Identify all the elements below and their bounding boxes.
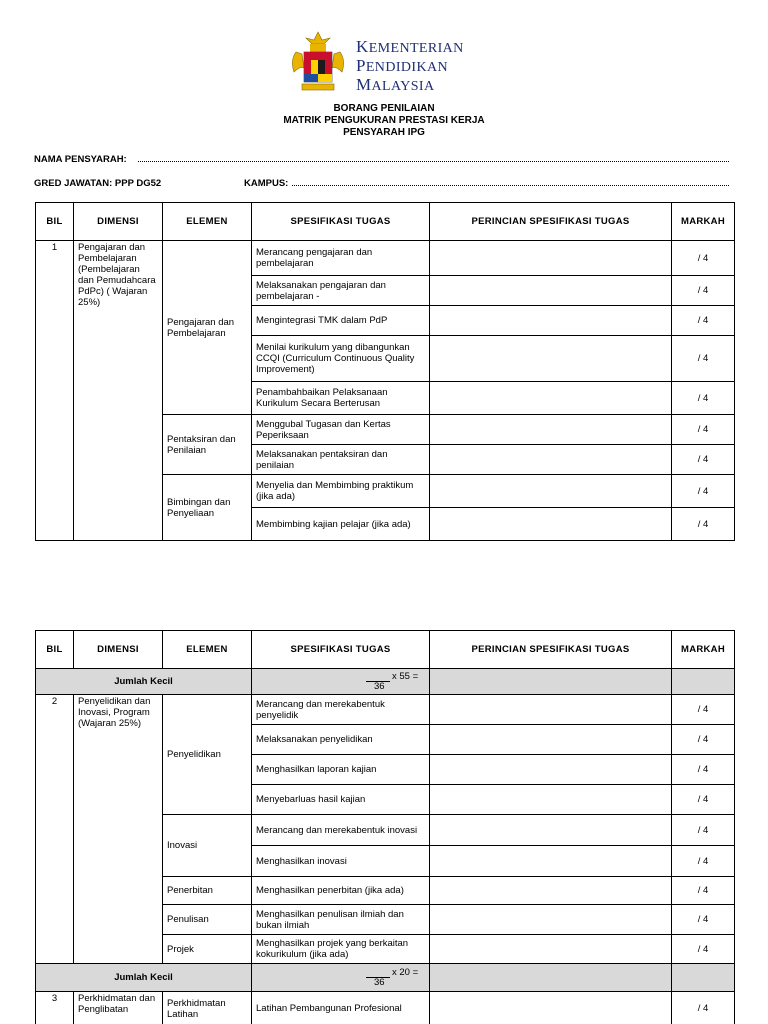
dimensi-cell: Perkhidmatan dan Penglibatan: [74, 992, 163, 1024]
ministry-line3-initial: M: [356, 75, 372, 94]
elemen-cell: Projek: [163, 935, 252, 964]
form-subtitle-2: PENSYARAH IPG: [343, 127, 425, 138]
col-markah: MARKAH: [672, 203, 735, 241]
detail-input-cell[interactable]: [430, 935, 672, 964]
mark-cell[interactable]: / 4: [672, 415, 735, 445]
elemen-cell: Pengajaran dan Pembelajaran: [163, 241, 252, 415]
task-cell: Mengintegrasi TMK dalam PdP: [252, 306, 430, 336]
task-cell: Merancang dan merekabentuk inovasi: [252, 815, 430, 846]
task-cell: Menghasilkan inovasi: [252, 846, 430, 877]
col-dimensi: DIMENSI: [74, 203, 163, 241]
col-perincian: PERINCIAN SPESIFIKASI TUGAS: [430, 203, 672, 241]
detail-input-cell[interactable]: [430, 276, 672, 306]
task-cell: Menghasilkan penulisan ilmiah dan bukan ilmiah: [252, 905, 430, 935]
subtotal-label: Jumlah Kecil: [36, 669, 252, 695]
ministry-line1-initial: K: [356, 37, 369, 56]
task-cell: Merancang pengajaran dan pembelajaran: [252, 241, 430, 276]
ministry-line2-initial: P: [356, 56, 366, 75]
mark-cell[interactable]: / 4: [672, 785, 735, 815]
mark-cell[interactable]: / 4: [672, 445, 735, 475]
ministry-name: [356, 38, 464, 95]
elemen-cell: Bimbingan dan Penyeliaan: [163, 475, 252, 541]
mark-cell[interactable]: / 4: [672, 877, 735, 905]
subtotal-detail-cell: [430, 964, 672, 992]
subtotal-fraction: [366, 968, 418, 988]
task-cell: Melaksanakan pentaksiran dan penilaian: [252, 445, 430, 475]
dimensi-cell: Penyelidikan dan Inovasi, Program (Wajaran 25%): [74, 695, 163, 964]
mark-cell[interactable]: / 4: [672, 846, 735, 877]
subtotal-fraction: [366, 672, 418, 692]
form-title: BORANG PENILAIAN: [333, 103, 435, 114]
subtotal-detail-cell: [430, 669, 672, 695]
assessment-table-2: [35, 630, 735, 1024]
mark-cell[interactable]: / 4: [672, 695, 735, 725]
table-row: [36, 241, 735, 276]
elemen-cell: Pentaksiran dan Penilaian: [163, 415, 252, 475]
mark-cell[interactable]: / 4: [672, 992, 735, 1024]
task-cell: Merancang dan merekabentuk penyelidik: [252, 695, 430, 725]
subtotal-denominator: 36: [374, 976, 385, 988]
elemen-cell: Penyelidikan: [163, 695, 252, 815]
task-cell: Menghasilkan penerbitan (jika ada): [252, 877, 430, 905]
detail-input-cell[interactable]: [430, 336, 672, 382]
task-cell: Menghasilkan projek yang berkaitan kokurikulum (jika ada): [252, 935, 430, 964]
subtotal-multiplier: x 20 =: [392, 966, 419, 978]
grade-label: GRED JAWATAN: PPP DG52: [34, 178, 162, 189]
name-label: NAMA PENSYARAH:: [34, 154, 127, 165]
ministry-line3: ALAYSIA: [371, 79, 435, 94]
table-row: [36, 992, 735, 1024]
mark-cell[interactable]: / 4: [672, 382, 735, 415]
subtotal-mark-cell[interactable]: [672, 964, 735, 992]
mark-cell[interactable]: / 4: [672, 935, 735, 964]
detail-input-cell[interactable]: [430, 241, 672, 276]
name-dotted-line: [138, 161, 729, 162]
subtotal-formula[interactable]: [252, 669, 430, 695]
table-row: [36, 695, 735, 725]
bil-cell: 2: [36, 695, 74, 964]
task-cell: Melaksanakan pengajaran dan pembelajaran -: [252, 276, 430, 306]
detail-input-cell[interactable]: [430, 992, 672, 1024]
bil-cell: 1: [36, 241, 74, 541]
elemen-cell: Inovasi: [163, 815, 252, 877]
subtotal-multiplier: x 55 =: [392, 670, 419, 682]
task-cell: Melaksanakan penyelidikan: [252, 725, 430, 755]
assessment-table-1: [35, 202, 735, 541]
task-cell: Penambahbaikan Pelaksanaan Kurikulum Secara Berterusan: [252, 382, 430, 415]
mark-cell[interactable]: / 4: [672, 815, 735, 846]
detail-input-cell[interactable]: [430, 755, 672, 785]
col-spesifikasi: SPESIFIKASI TUGAS: [252, 203, 430, 241]
detail-input-cell[interactable]: [430, 905, 672, 935]
detail-input-cell[interactable]: [430, 306, 672, 336]
col-perincian: PERINCIAN SPESIFIKASI TUGAS: [430, 631, 672, 669]
bil-cell: 3: [36, 992, 74, 1024]
col-dimensi: DIMENSI: [74, 631, 163, 669]
ministry-line1: EMENTERIAN: [368, 41, 464, 56]
ministry-line2: ENDIDIKAN: [365, 60, 448, 75]
table-header-row: [36, 203, 735, 241]
mark-cell[interactable]: / 4: [672, 755, 735, 785]
subtotal-row: [36, 669, 735, 695]
campus-field[interactable]: [244, 178, 729, 189]
task-cell: Menyebarluas hasil kajian: [252, 785, 430, 815]
col-markah: MARKAH: [672, 631, 735, 669]
task-cell: Membimbing kajian pelajar (jika ada): [252, 508, 430, 541]
detail-input-cell[interactable]: [430, 725, 672, 755]
detail-input-cell[interactable]: [430, 846, 672, 877]
table-header-row: [36, 631, 735, 669]
col-elemen: ELEMEN: [163, 203, 252, 241]
dimensi-cell: Pengajaran dan Pembelajaran (Pembelajaran dan Pemudahcara PdPc) ( Wajaran 25%): [74, 241, 163, 541]
form-titles: [0, 103, 768, 139]
subtotal-denominator: 36: [374, 680, 385, 692]
detail-input-cell[interactable]: [430, 815, 672, 846]
subtotal-formula[interactable]: [252, 964, 430, 992]
campus-dotted-line: [292, 185, 729, 186]
form-subtitle: MATRIK PENGUKURAN PRESTASI KERJA: [283, 115, 485, 126]
mark-cell[interactable]: / 4: [672, 905, 735, 935]
name-field[interactable]: [34, 154, 729, 165]
task-cell: Menggubal Tugasan dan Kertas Peperiksaan: [252, 415, 430, 445]
elemen-cell: Penulisan: [163, 905, 252, 935]
mark-cell[interactable]: / 4: [672, 725, 735, 755]
mark-cell[interactable]: / 4: [672, 475, 735, 508]
col-bil: BIL: [36, 203, 74, 241]
task-cell: Latihan Pembangunan Profesional: [252, 992, 430, 1024]
mark-cell[interactable]: / 4: [672, 241, 735, 276]
detail-input-cell[interactable]: [430, 785, 672, 815]
task-cell: Menilai kurikulum yang dibangunkan CCQI (Curriculum Continuous Quality Improvement): [252, 336, 430, 382]
col-elemen: ELEMEN: [163, 631, 252, 669]
subtotal-mark-cell[interactable]: [672, 669, 735, 695]
task-cell: Menghasilkan laporan kajian: [252, 755, 430, 785]
mark-cell[interactable]: / 4: [672, 336, 735, 382]
subtotal-row: [36, 964, 735, 992]
detail-input-cell[interactable]: [430, 475, 672, 508]
col-bil: BIL: [36, 631, 74, 669]
mark-cell[interactable]: / 4: [672, 276, 735, 306]
detail-input-cell[interactable]: [430, 415, 672, 445]
col-spesifikasi: SPESIFIKASI TUGAS: [252, 631, 430, 669]
mark-cell[interactable]: / 4: [672, 306, 735, 336]
detail-input-cell[interactable]: [430, 508, 672, 541]
campus-label: KAMPUS:: [244, 178, 289, 189]
elemen-cell: Penerbitan: [163, 877, 252, 905]
subtotal-label: Jumlah Kecil: [36, 964, 252, 992]
detail-input-cell[interactable]: [430, 445, 672, 475]
elemen-cell: Perkhidmatan Latihan: [163, 992, 252, 1024]
detail-input-cell[interactable]: [430, 695, 672, 725]
task-cell: Menyelia dan Membimbing praktikum (jika ada): [252, 475, 430, 508]
grade-field: [34, 178, 161, 189]
mark-cell[interactable]: / 4: [672, 508, 735, 541]
detail-input-cell[interactable]: [430, 877, 672, 905]
malaysia-crest-logo: [288, 30, 348, 94]
detail-input-cell[interactable]: [430, 382, 672, 415]
